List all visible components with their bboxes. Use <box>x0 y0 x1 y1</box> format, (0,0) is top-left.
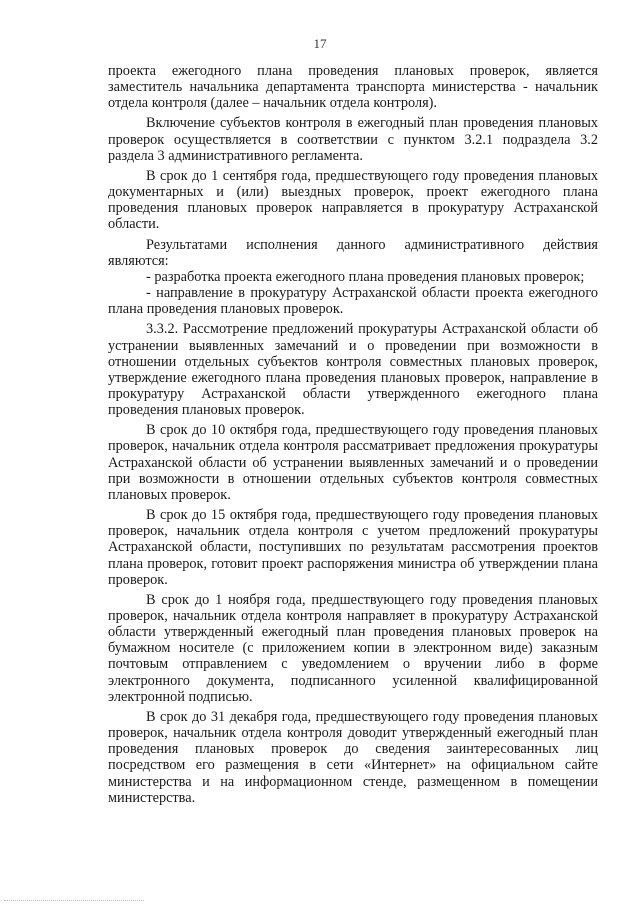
page-number: 17 <box>313 36 327 51</box>
results-list <box>108 269 598 317</box>
scan-artifact-line <box>4 900 144 901</box>
paragraph: В срок до 1 ноября года, предшествующего году проведения плановых проверок, начальник отдела контроля направляет в прокуратуру Астраханской области утвержденный ежегодный план проведения плановых проверок на бумажном носителе (с приложением копии в электронном виде) заказным почтовым отправлением с уведомлением о вручении либо в форме электронного документа, подписанного усиленной квалифицированной электронной подписью. <box>108 591 598 705</box>
paragraph: В срок до 15 октября года, предшествующего году проведения плановых проверок, начальник отдела контроля с учетом предложений прокуратуры Астраханской области, поступивших по результатам рассмотрения проектов плана проверок, готовит проект распоряжения министра об утверждении плана проверок. <box>108 507 598 588</box>
document-body <box>108 63 598 806</box>
paragraph: В срок до 10 октября года, предшествующего году проведения плановых проверок, начальник отдела контроля рассматривает предложения прокуратуры Астраханской области об устранении выявленных замечаний и о проведении при возможности в отношении отдельных субъектов контроля совместных плановых проверок. <box>108 422 598 503</box>
list-item: - разработка проекта ежегодного плана проведения плановых проверок; <box>146 268 585 285</box>
list-item: - направление в прокуратуру Астраханской области проекта ежегодного плана проведения плановых проверок. <box>108 285 598 318</box>
paragraph: Результатами исполнения данного административного действия являются: <box>108 236 598 269</box>
paragraph: В срок до 1 сентября года, предшествующего году проведения плановых документарных и (или) выездных проверок, проект ежегодного плана проведения плановых проверок направляется в прокуратуру Астраханской области. <box>108 167 598 233</box>
paragraph: В срок до 31 декабря года, предшествующего году проведения плановых проверок, начальник отдела контроля доводит утвержденный ежегодный план проведения плановых проверок до сведения заинтересованных лиц посредством его размещения в сети «Интернет» на официальном сайте министерства и на информационном стенде, размещенном в помещении министерства. <box>108 708 598 806</box>
section-heading-paragraph: 3.3.2. Рассмотрение предложений прокуратуры Астраханской области об устранении выявленных замечаний и о проведении при возможности в отношении отдельных субъектов контроля совместных плановых проверок, утверждение ежегодного плана проведения плановых проверок, направление в прокуратуру Астраханской области утвержденного ежегодного плана проведения плановых проверок. <box>108 321 598 419</box>
paragraph: проекта ежегодного плана проведения плановых проверок, является заместитель начальника департамента транспорта министерства - начальник отдела контроля (далее – начальник отдела контроля). <box>108 63 598 112</box>
paragraph: Включение субъектов контроля в ежегодный план проведения плановых проверок осуществляется в соответствии с пунктом 3.2.1 подраздела 3.2 раздела 3 административного регламента. <box>108 115 598 164</box>
